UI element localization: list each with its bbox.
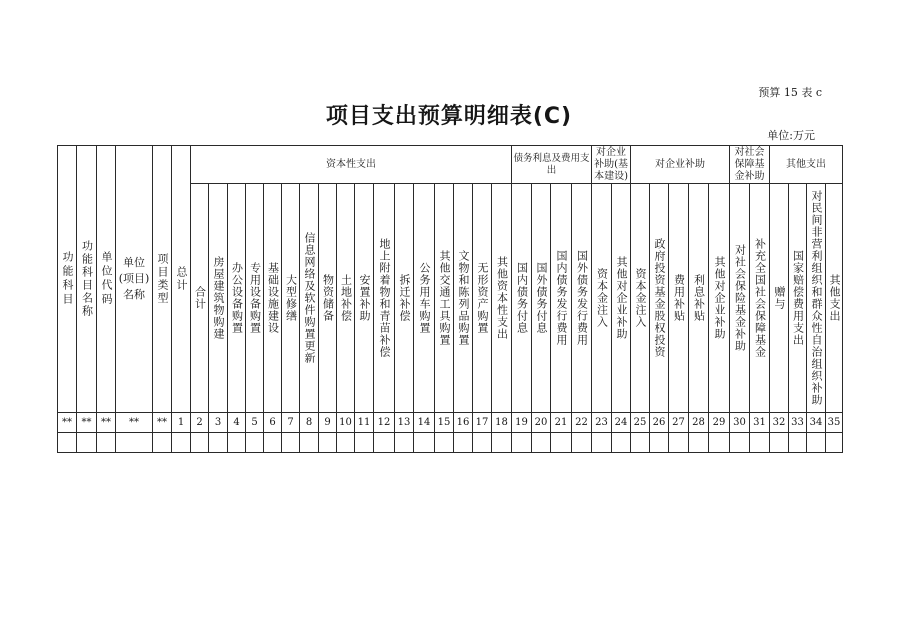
col-it-network-software-label: 信息网络及软件购置更新 (303, 232, 316, 364)
col-office-equipment (228, 184, 246, 413)
blank-data-cell (355, 433, 374, 453)
blank-data-cell (97, 433, 116, 453)
currency-unit: 单位:万元 (767, 129, 815, 142)
column-number-cell: 4 (228, 413, 246, 433)
col-other-enterprise-subsidy-infrastructure-label: 其他对企业补助 (615, 256, 629, 340)
col-national-social-security-fund (750, 184, 770, 413)
col-intangible-assets (473, 184, 492, 413)
blank-data-cell (532, 433, 551, 453)
blank-data-row (58, 433, 843, 453)
column-number-cell: 31 (750, 413, 770, 433)
col-other-vehicles-label: 其他交通工具购置 (438, 250, 451, 346)
blank-data-cell (282, 433, 300, 453)
col-gov-fund-equity-investment (650, 184, 669, 413)
col-material-reserves (319, 184, 337, 413)
col-capital-injection-label: 资本金注入 (634, 268, 648, 328)
blank-data-cell (612, 433, 631, 453)
blank-data-cell (116, 433, 153, 453)
column-number-cell: 25 (631, 413, 650, 433)
col-func-subject-label: 功能科目 (61, 251, 74, 307)
blank-data-cell (730, 433, 750, 453)
column-number-cell: 8 (300, 413, 319, 433)
blank-data-cell (300, 433, 319, 453)
col-domestic-debt-issuance-fees (551, 184, 572, 413)
blank-data-cell (374, 433, 395, 453)
column-number-cell: 11 (355, 413, 374, 433)
col-interest-subsidy-label: 利息补贴 (692, 274, 706, 322)
table-body (58, 413, 843, 453)
col-gov-fund-equity-investment-label: 政府投资基金股权投资 (653, 238, 667, 358)
col-office-equipment-label: 办公设备购置 (230, 262, 244, 334)
blank-data-cell (592, 433, 612, 453)
col-social-insurance-fund-subsidy-label: 对社会保险基金补助 (733, 244, 747, 352)
col-other-expenditure-label: 其他支出 (828, 274, 842, 322)
form-code: 预算 15 表 c (758, 86, 822, 99)
blank-data-cell (58, 433, 77, 453)
col-cultural-relics-label: 文物和陈列品购置 (457, 250, 470, 346)
col-it-network-software (300, 184, 319, 413)
column-number-cell: 5 (246, 413, 264, 433)
col-special-equipment (246, 184, 264, 413)
col-expense-subsidy (669, 184, 689, 413)
col-other-capital-expenditure-label: 其他资本性支出 (495, 256, 509, 340)
col-domestic-debt-issuance-fees-label: 国内债务发行费用 (555, 250, 569, 346)
col-demolition-compensation-label: 拆迁补偿 (398, 274, 411, 322)
col-infrastructure (264, 184, 282, 413)
page-title: 项目支出预算明细表(C) (325, 104, 573, 129)
column-number-cell: 32 (770, 413, 789, 433)
col-intangible-assets-label: 无形资产购置 (476, 262, 489, 334)
column-number-cell: 28 (689, 413, 709, 433)
col-func-subject (58, 146, 77, 413)
blank-data-cell (77, 433, 97, 453)
blank-data-cell (807, 433, 826, 453)
col-unit-project-name: 单位 (项目) 名称 (116, 146, 153, 413)
column-number-cell: 26 (650, 413, 669, 433)
budget-detail-table (57, 145, 843, 453)
col-state-compensation-label: 国家赔偿费用支出 (791, 250, 805, 346)
column-number-cell: 3 (209, 413, 228, 433)
column-number-cell: 33 (789, 413, 807, 433)
group-debt-interest-fees: 债务利息及费用支出 (512, 146, 592, 184)
blank-data-cell (395, 433, 414, 453)
col-unit-code (97, 146, 116, 413)
col-total (172, 146, 191, 413)
col-demolition-compensation (395, 184, 414, 413)
col-total-label: 总计 (175, 266, 188, 292)
col-social-insurance-fund-subsidy (730, 184, 750, 413)
column-number-cell: 24 (612, 413, 631, 433)
column-number-cell: 1 (172, 413, 191, 433)
col-other-capital-expenditure (492, 184, 512, 413)
column-number-cell: 14 (414, 413, 435, 433)
col-func-subject-name-label: 功能科目名称 (80, 240, 94, 318)
blank-data-cell (492, 433, 512, 453)
col-building-construction-label: 房屋建筑物购建 (212, 256, 225, 340)
column-number-cell: ** (97, 413, 116, 433)
col-attachments-crops-compensation (374, 184, 395, 413)
column-number-cell: 21 (551, 413, 572, 433)
column-number-cell: 7 (282, 413, 300, 433)
column-number-cell: 16 (454, 413, 473, 433)
blank-data-cell (414, 433, 435, 453)
col-major-repairs-label: 大型修缮 (284, 274, 298, 322)
blank-data-cell (246, 433, 264, 453)
col-project-type-label: 项目类型 (156, 253, 169, 305)
blank-data-cell (669, 433, 689, 453)
col-building-construction (209, 184, 228, 413)
blank-data-cell (650, 433, 669, 453)
col-special-equipment-label: 专用设备购置 (248, 262, 262, 334)
blank-data-cell (228, 433, 246, 453)
blank-data-cell (153, 433, 172, 453)
col-other-enterprise-subsidy-label: 其他对企业补助 (713, 256, 727, 340)
col-other-vehicles (435, 184, 454, 413)
column-number-cell: 19 (512, 413, 532, 433)
group-enterprise-subsidy: 对企业补助 (631, 146, 730, 184)
blank-data-cell (551, 433, 572, 453)
col-foreign-debt-interest-label: 国外债务付息 (535, 262, 549, 334)
column-number-cell: ** (153, 413, 172, 433)
col-other-enterprise-subsidy-infrastructure (612, 184, 631, 413)
col-capital-injection-infrastructure-label: 资本金注入 (595, 268, 609, 328)
blank-data-cell (750, 433, 770, 453)
col-capital-injection-infrastructure (592, 184, 612, 413)
blank-data-cell (826, 433, 843, 453)
col-capital-subtotal-label: 合计 (193, 286, 207, 310)
group-other-expenditure: 其他支出 (770, 146, 843, 184)
column-number-cell: 13 (395, 413, 414, 433)
blank-data-cell (789, 433, 807, 453)
blank-data-cell (172, 433, 191, 453)
blank-data-cell (473, 433, 492, 453)
column-number-cell: 22 (572, 413, 592, 433)
column-number-cell: 6 (264, 413, 282, 433)
blank-data-cell (435, 433, 454, 453)
group-enterprise-subsidy-infrastructure: 对企业补助(基本建设) (592, 146, 631, 184)
col-attachments-crops-compensation-label: 地上附着物和青苗补偿 (378, 238, 391, 358)
col-foreign-debt-issuance-fees (572, 184, 592, 413)
column-number-cell: 9 (319, 413, 337, 433)
col-capital-subtotal (191, 184, 209, 413)
col-func-subject-name (77, 146, 97, 413)
col-national-social-security-fund-label: 补充全国社会保障基金 (753, 238, 767, 358)
col-resettlement-subsidy-label: 安置补助 (358, 274, 371, 322)
blank-data-cell (572, 433, 592, 453)
column-number-cell: 35 (826, 413, 843, 433)
column-number-cell: 10 (337, 413, 355, 433)
column-number-cell: ** (116, 413, 153, 433)
blank-data-cell (209, 433, 228, 453)
column-number-cell: 17 (473, 413, 492, 433)
col-nonprofit-organization-subsidy-label: 对民间非营利组织和群众性自治组织补助 (810, 190, 824, 406)
column-number-cell: 2 (191, 413, 209, 433)
blank-data-cell (709, 433, 730, 453)
col-unit-code-label: 单位代码 (100, 251, 113, 307)
col-project-type (153, 146, 172, 413)
col-land-compensation-label: 土地补偿 (339, 274, 353, 322)
column-number-cell: 12 (374, 413, 395, 433)
col-official-vehicles-label: 公务用车购置 (418, 262, 431, 334)
col-cultural-relics (454, 184, 473, 413)
column-number-cell: 34 (807, 413, 826, 433)
col-donations-label: 赠与 (773, 286, 787, 310)
column-number-cell: ** (58, 413, 77, 433)
group-social-security-fund-subsidy: 对社会保障基金补助 (730, 146, 770, 184)
col-domestic-debt-interest-label: 国内债务付息 (515, 262, 529, 334)
table-header (58, 146, 843, 413)
col-infrastructure-label: 基础设施建设 (266, 262, 280, 334)
column-number-cell: 29 (709, 413, 730, 433)
col-domestic-debt-interest (512, 184, 532, 413)
col-foreign-debt-issuance-fees-label: 国外债务发行费用 (575, 250, 589, 346)
col-material-reserves-label: 物资储备 (321, 274, 335, 322)
col-capital-injection (631, 184, 650, 413)
col-official-vehicles (414, 184, 435, 413)
col-state-compensation (789, 184, 807, 413)
column-number-cell: 20 (532, 413, 551, 433)
header-group-row (58, 146, 843, 184)
blank-data-cell (337, 433, 355, 453)
col-resettlement-subsidy (355, 184, 374, 413)
blank-data-cell (770, 433, 789, 453)
col-other-enterprise-subsidy (709, 184, 730, 413)
blank-data-cell (512, 433, 532, 453)
group-capital-expenditure: 资本性支出 (191, 146, 512, 184)
col-interest-subsidy (689, 184, 709, 413)
blank-data-cell (454, 433, 473, 453)
blank-data-cell (191, 433, 209, 453)
col-nonprofit-organization-subsidy (807, 184, 826, 413)
blank-data-cell (631, 433, 650, 453)
col-land-compensation (337, 184, 355, 413)
column-number-cell: 15 (435, 413, 454, 433)
blank-data-cell (264, 433, 282, 453)
column-number-row (58, 413, 843, 433)
column-number-cell: 18 (492, 413, 512, 433)
col-foreign-debt-interest (532, 184, 551, 413)
column-number-cell: 27 (669, 413, 689, 433)
column-number-cell: ** (77, 413, 97, 433)
blank-data-cell (689, 433, 709, 453)
col-major-repairs (282, 184, 300, 413)
col-other-expenditure (826, 184, 843, 413)
column-number-cell: 23 (592, 413, 612, 433)
col-donations (770, 184, 789, 413)
column-number-cell: 30 (730, 413, 750, 433)
blank-data-cell (319, 433, 337, 453)
col-expense-subsidy-label: 费用补贴 (672, 274, 686, 322)
